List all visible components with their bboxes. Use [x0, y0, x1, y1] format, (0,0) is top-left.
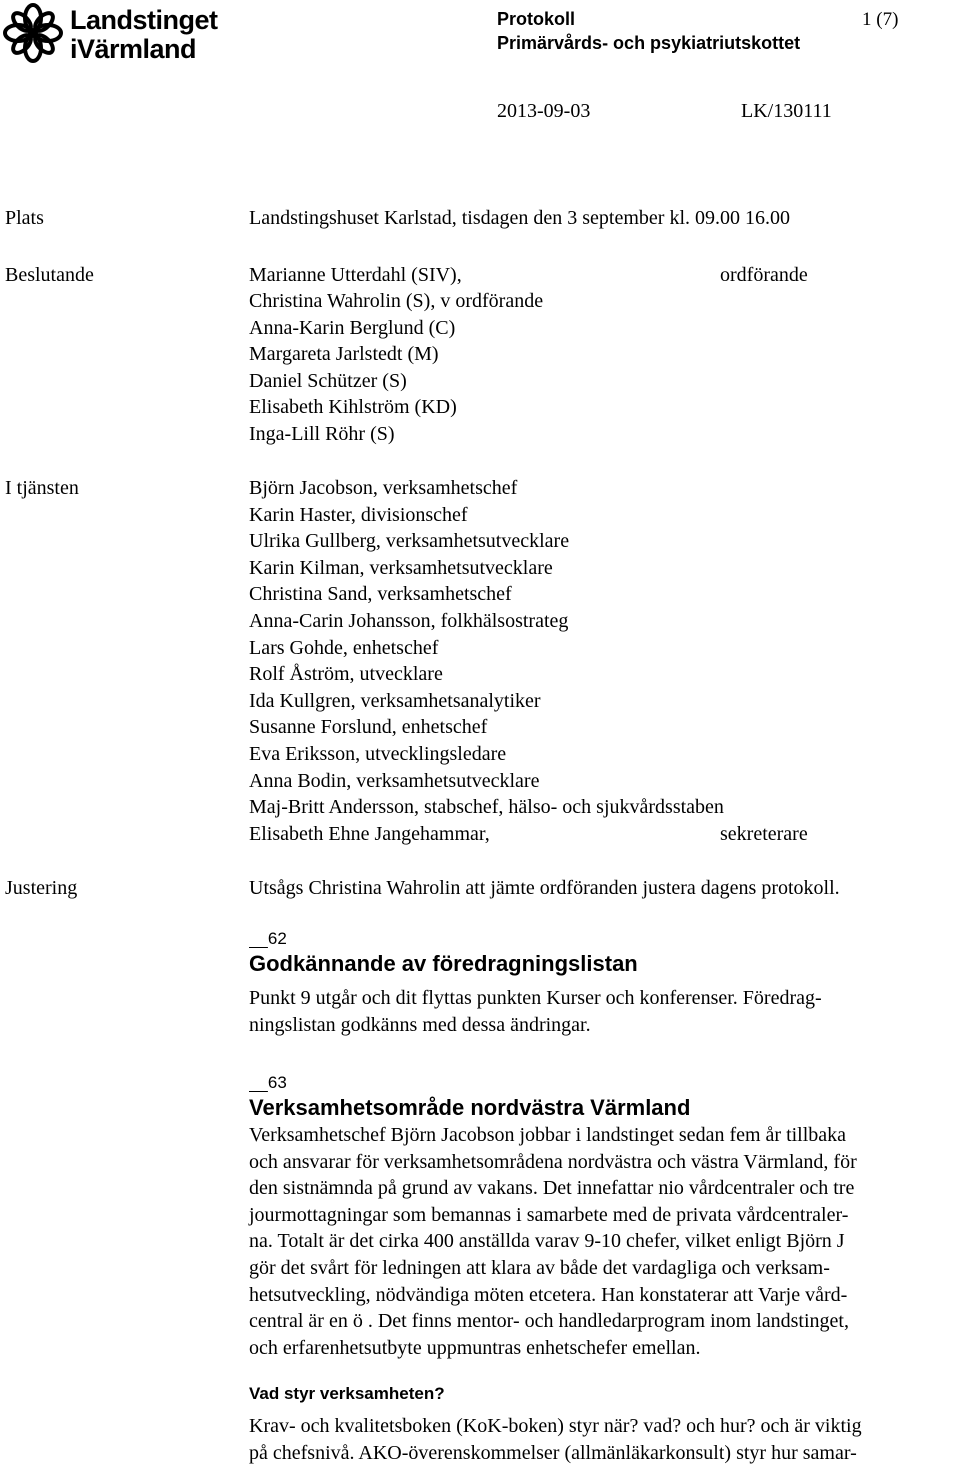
paragraph-line: ningslistan godkänns med dessa ändringar.: [249, 1013, 591, 1036]
justering-label: Justering: [5, 877, 78, 899]
list-item: Karin Kilman, verksamhetsutvecklare: [249, 556, 553, 579]
section-63-title: Verksamhetsområde nordvästra Värmland: [249, 1095, 691, 1120]
section-63-number: [249, 1073, 287, 1093]
reference-number: LK/130111: [741, 100, 832, 122]
page-number: 1 (7): [862, 9, 899, 30]
paragraph-line: Punkt 9 utgår och dit flyttas punkten Kurser och konferenser. Föredrag-: [249, 987, 822, 1009]
paragraph-line: hetsutveckling, nödvändiga möten etcetera. Han konstaterar att Varje vård-: [249, 1283, 848, 1306]
plats-label: Plats: [5, 207, 44, 229]
list-item: Anna-Carin Johansson, folkhälsostrateg: [249, 609, 569, 632]
beslutande-members: [249, 288, 543, 448]
list-item: Christina Wahrolin (S), v ordförande: [249, 290, 544, 312]
committee-name: Primärvårds- och psykiatriutskottet: [497, 33, 801, 53]
section-number: 63: [267, 1073, 287, 1092]
paragraph-line: den sistnämnda på grund av vakans. Det innefattar nio vårdcentraler och tre: [249, 1177, 855, 1200]
question-heading: Vad styr verksamheten?: [249, 1384, 445, 1403]
list-item: Daniel Schützer (S): [249, 369, 407, 392]
section-number: 62: [267, 929, 287, 948]
section-62-text: [249, 985, 959, 1038]
logo-line-1: Landstinget: [70, 5, 218, 35]
list-item: Eva Eriksson, utvecklingsledare: [249, 742, 507, 765]
paragraph-line: gör det svårt för ledningen att klara av både det vardagliga och verksam-: [249, 1256, 830, 1279]
meeting-date: 2013-09-03: [497, 100, 591, 122]
plats-value: Landstingshuset Karlstad, tisdagen den 3 september kl. 09.00 16.00: [249, 207, 791, 229]
list-item: Anna-Karin Berglund (C): [249, 316, 456, 339]
section-62-number: [249, 929, 287, 949]
paragraph-line: och ansvarar för verksamhetsområdena nordvästra och västra Värmland, för: [249, 1150, 857, 1173]
list-item: Elisabeth Kihlström (KD): [249, 396, 457, 419]
i-tjansten-label: I tjänsten: [5, 477, 79, 499]
paragraph-line: på chefsnivå. AKO-överenskommelser (allmänläkarkonsult) styr hur samar-: [249, 1441, 857, 1464]
i-tjansten-people: [249, 475, 724, 821]
beslutande-label: Beslutande: [5, 264, 94, 286]
list-item: Anna Bodin, verksamhetsutvecklare: [249, 769, 540, 792]
list-item: Margareta Jarlstedt (M): [249, 343, 439, 366]
list-item: Inga-Lill Röhr (S): [249, 422, 395, 445]
section-62-title: Godkännande av föredragningslistan: [249, 951, 638, 976]
paragraph-line: na. Totalt är det cirka 400 anställda varav 9-10 chefer, vilket enligt Björn J: [249, 1230, 845, 1253]
list-item: Christina Sand, verksamhetschef: [249, 583, 512, 606]
list-item: Ulrika Gullberg, verksamhetsutvecklare: [249, 530, 570, 553]
list-item: Susanne Forslund, enhetschef: [249, 716, 488, 739]
question-text: [249, 1413, 959, 1466]
list-item: Lars Gohde, enhetschef: [249, 636, 439, 659]
flower-emblem-icon: [2, 2, 64, 64]
justering-value: Utsågs Christina Wahrolin att jämte ordföranden justera dagens protokoll.: [249, 877, 840, 899]
paragraph-line: och erfarenhetsutbyte uppmuntras enhetschefer emellan.: [249, 1336, 701, 1359]
paragraph-line: Verksamhetschef Björn Jacobson jobbar i landstinget sedan fem år tillbaka: [249, 1124, 847, 1146]
paragraph-line: central är en ö . Det finns mentor- och handledarprogram inom landstinget,: [249, 1310, 849, 1333]
list-item: Björn Jacobson, verksamhetschef: [249, 477, 518, 499]
paragraph-line: jourmottagningar som bemannas i samarbete med de privata vårdcentraler-: [249, 1203, 849, 1226]
secretary-role: sekreterare: [720, 823, 808, 845]
secretary-name: Elisabeth Ehne Jangehammar,: [249, 823, 490, 845]
chair-name: Marianne Utterdahl (SIV),: [249, 264, 462, 286]
section-63-text: [249, 1122, 959, 1361]
document-type: Protokoll: [497, 9, 576, 29]
logo-line-2: iVärmland: [70, 34, 197, 64]
list-item: Karin Haster, divisionschef: [249, 503, 468, 526]
chair-role: ordförande: [720, 264, 808, 286]
landstinget-logo: [2, 2, 222, 64]
list-item: Ida Kullgren, verksamhetsanalytiker: [249, 689, 541, 712]
paragraph-line: Krav- och kvalitetsboken (KoK-boken) styr när? vad? och hur? och är viktig: [249, 1415, 862, 1437]
list-item: Maj-Britt Andersson, stabschef, hälso- och sjukvårdsstaben: [249, 796, 724, 819]
list-item: Rolf Åström, utvecklare: [249, 663, 443, 686]
